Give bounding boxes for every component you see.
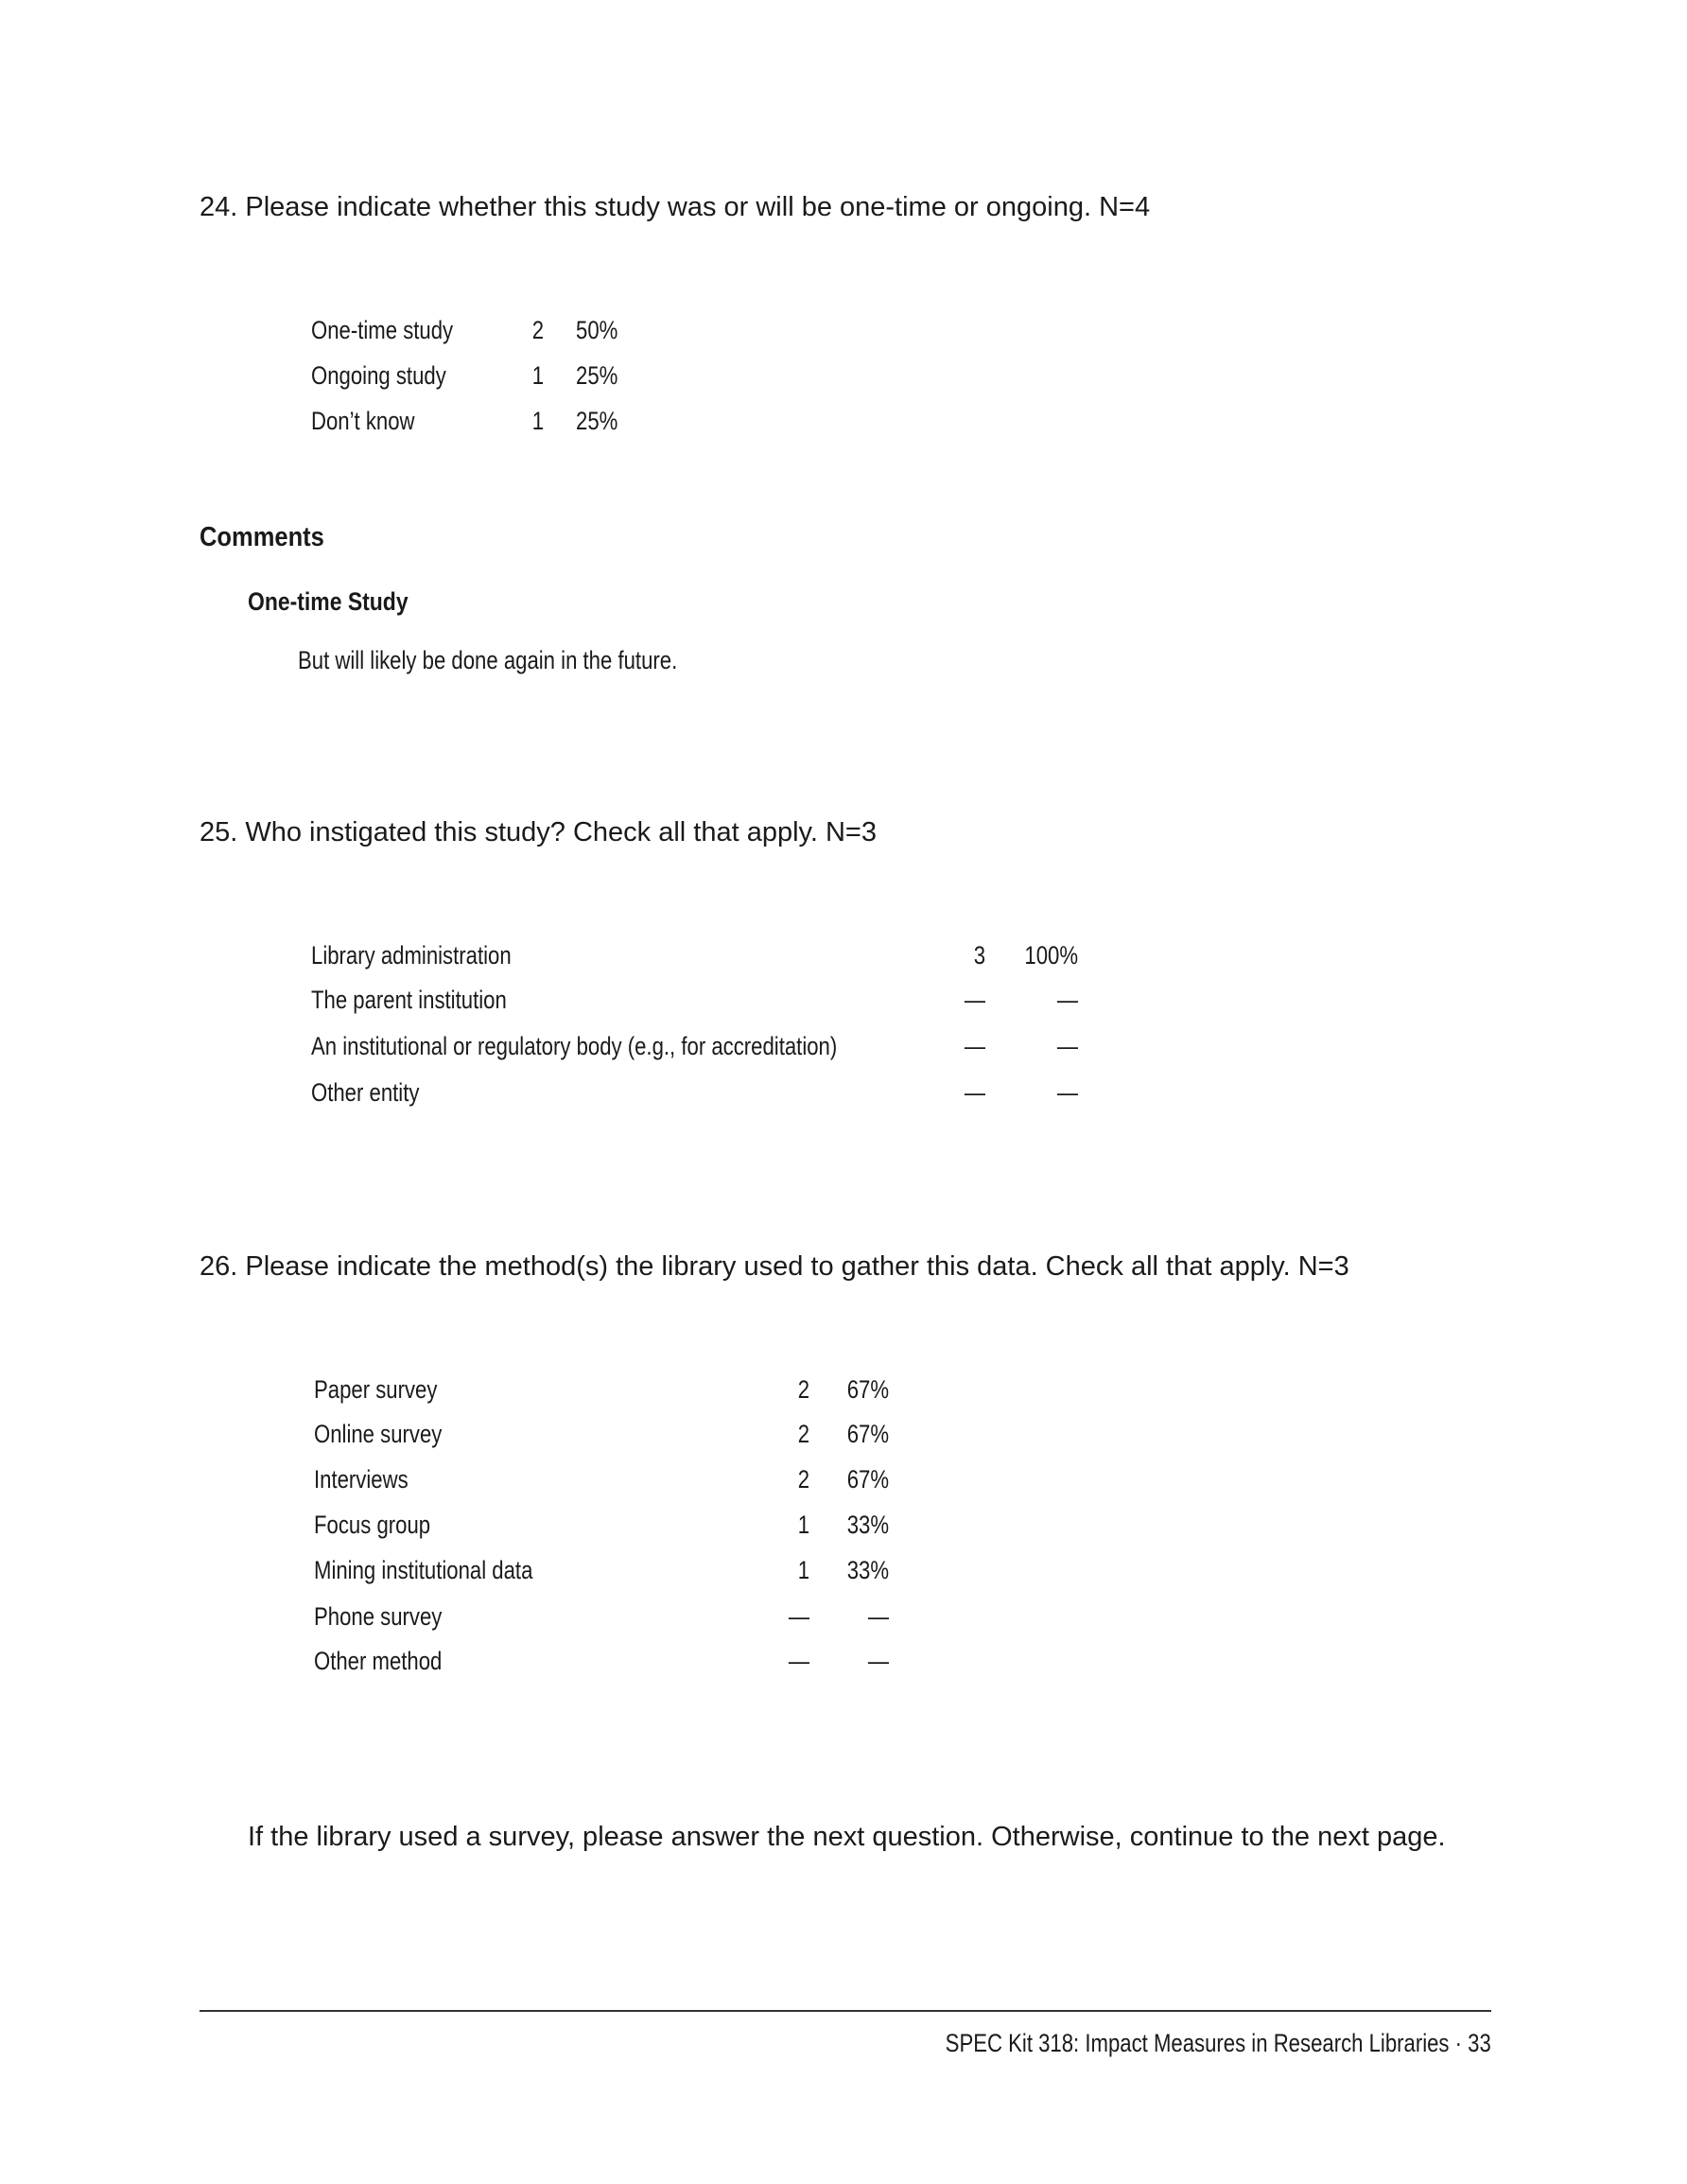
question-26-title: 26. Please indicate the method(s) the library used to gather this data. Check all that apply. N=3 (200, 1251, 1349, 1282)
question-24-title: 24. Please indicate whether this study was or will be one-time or ongoing. N=4 (200, 192, 1151, 222)
row-count: 2 (797, 1375, 809, 1404)
row-label: An institutional or regulatory body (e.g., for accreditation) (311, 1032, 838, 1060)
row-count: 2 (531, 316, 544, 344)
row-count: — (964, 986, 985, 1014)
row-pct: 25% (576, 407, 618, 435)
row-label: Phone survey (314, 1602, 443, 1631)
comments-subheading: One-time Study (248, 587, 409, 616)
comments-heading: Comments (200, 522, 324, 552)
row-pct: 67% (846, 1420, 889, 1448)
row-label: Library administration (311, 941, 512, 970)
row-pct: 67% (846, 1375, 889, 1404)
row-pct: — (1056, 986, 1078, 1014)
instruction-note: If the library used a survey, please answer the next question. Otherwise, continue to the next page. (248, 1822, 1446, 1852)
row-label: One-time study (311, 316, 454, 344)
row-label: Focus group (314, 1511, 431, 1539)
row-count: — (964, 1078, 985, 1107)
row-label: Other method (314, 1647, 443, 1675)
question-25-title: 25. Who instigated this study? Check all that apply. N=3 (200, 817, 877, 847)
row-count: 2 (797, 1420, 809, 1448)
row-label: Don’t know (311, 407, 415, 435)
row-count: 1 (797, 1556, 809, 1584)
row-pct: 33% (846, 1511, 889, 1539)
row-label: Mining institutional data (314, 1556, 533, 1584)
footer-rule (200, 2010, 1491, 2012)
row-count: 1 (531, 361, 544, 390)
row-label: Other entity (311, 1078, 420, 1107)
row-pct: — (1056, 1078, 1078, 1107)
row-count: 3 (973, 941, 985, 970)
row-pct: 67% (846, 1465, 889, 1494)
row-count: 1 (531, 407, 544, 435)
row-pct: 25% (576, 361, 618, 390)
row-pct: — (867, 1602, 889, 1631)
row-count: 1 (797, 1511, 809, 1539)
row-label: The parent institution (311, 986, 507, 1014)
row-pct: — (867, 1647, 889, 1675)
footer-text: SPEC Kit 318: Impact Measures in Research Libraries · 33 (945, 2029, 1491, 2057)
row-pct: 100% (1024, 941, 1078, 970)
row-label: Ongoing study (311, 361, 446, 390)
row-label: Online survey (314, 1420, 443, 1448)
row-pct: — (1056, 1032, 1078, 1060)
row-count: 2 (797, 1465, 809, 1494)
row-label: Interviews (314, 1465, 409, 1494)
row-pct: 50% (576, 316, 618, 344)
row-count: — (788, 1602, 809, 1631)
comment-text: But will likely be done again in the future. (298, 646, 678, 674)
row-count: — (788, 1647, 809, 1675)
row-count: — (964, 1032, 985, 1060)
row-label: Paper survey (314, 1375, 438, 1404)
row-pct: 33% (846, 1556, 889, 1584)
